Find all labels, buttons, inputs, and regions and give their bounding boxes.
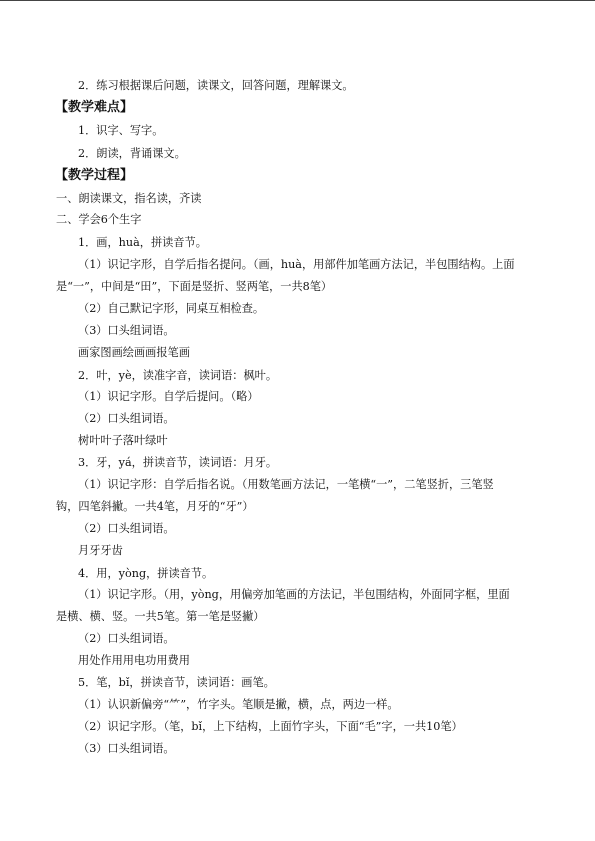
text-line: 是横、横、竖。一共5笔。第一笔是竖撇） [56, 610, 265, 623]
word-group: 月牙牙齿 [78, 544, 123, 557]
text-line: （1）识记字形。自学后提问。（略） [78, 390, 259, 403]
text-line: 二、学会6个生字 [56, 213, 142, 226]
text-line: 1．识字、写字。 [78, 124, 164, 137]
text-line: 一、朗读课文，指名读，齐读 [56, 192, 202, 205]
text-line: （2）自己默记字形，同桌互相检查。 [78, 302, 265, 315]
word-group: 画家图画绘画画报笔画 [78, 346, 190, 359]
text-line: （2）口头组词语。 [78, 632, 175, 645]
section-heading-process: 【教学过程】 [55, 168, 134, 183]
text-line: 3．牙，yá，拼读音节，读词语：月牙。 [78, 456, 278, 469]
text-line: 钩，四笔斜撇。一共4笔，月牙的“牙”） [56, 500, 254, 513]
word-group: 树叶叶子落叶绿叶 [78, 434, 168, 447]
text-line: （1）认识新偏旁“⺮”，竹字头。笔顺是撇，横，点，两边一样。 [78, 698, 399, 711]
text-line: 2．叶，yè，读准字音，读词语：枫叶。 [78, 369, 278, 382]
text-line: （3）口头组词语。 [78, 324, 175, 337]
text-line: （1）识记字形：自学后指名说。（用数笔画方法记，一笔横“一”，二笔竖折，三笔竖 [78, 478, 494, 491]
text-line: 是“一”，中间是“田”，下面是竖折、竖两笔，一共8笔） [56, 280, 333, 293]
text-line: （1）识记字形，自学后指名提问。（画，huà，用部件加笔画方法记，半包围结构。上面 [78, 258, 515, 271]
text-line: 1．画，huà，拼读音节。 [78, 236, 207, 249]
text-line: （3）口头组词语。 [78, 742, 175, 755]
text-line: （2）口头组词语。 [78, 412, 175, 425]
text-line: （2）口头组词语。 [78, 522, 175, 535]
text-line: （1）识记字形。（用，yòng，用偏旁加笔画的方法记，半包围结构，外面同字框，里面 [78, 588, 510, 601]
text-line: 4．用，yòng，拼读音节。 [78, 567, 214, 580]
text-line: 5．笔，bǐ，拼读音节，读词语：画笔。 [78, 676, 275, 689]
word-group: 用处作用用电功用费用 [78, 654, 190, 667]
text-line: 2．练习根据课后问题，读课文，回答问题，理解课文。 [78, 79, 354, 92]
text-line: （2）识记字形。（笔，bǐ，上下结构，上面竹字头，下面“毛”字，一共10笔） [78, 720, 463, 733]
text-line: 2．朗读，背诵课文。 [78, 147, 186, 160]
section-heading-difficulty: 【教学难点】 [55, 100, 134, 115]
